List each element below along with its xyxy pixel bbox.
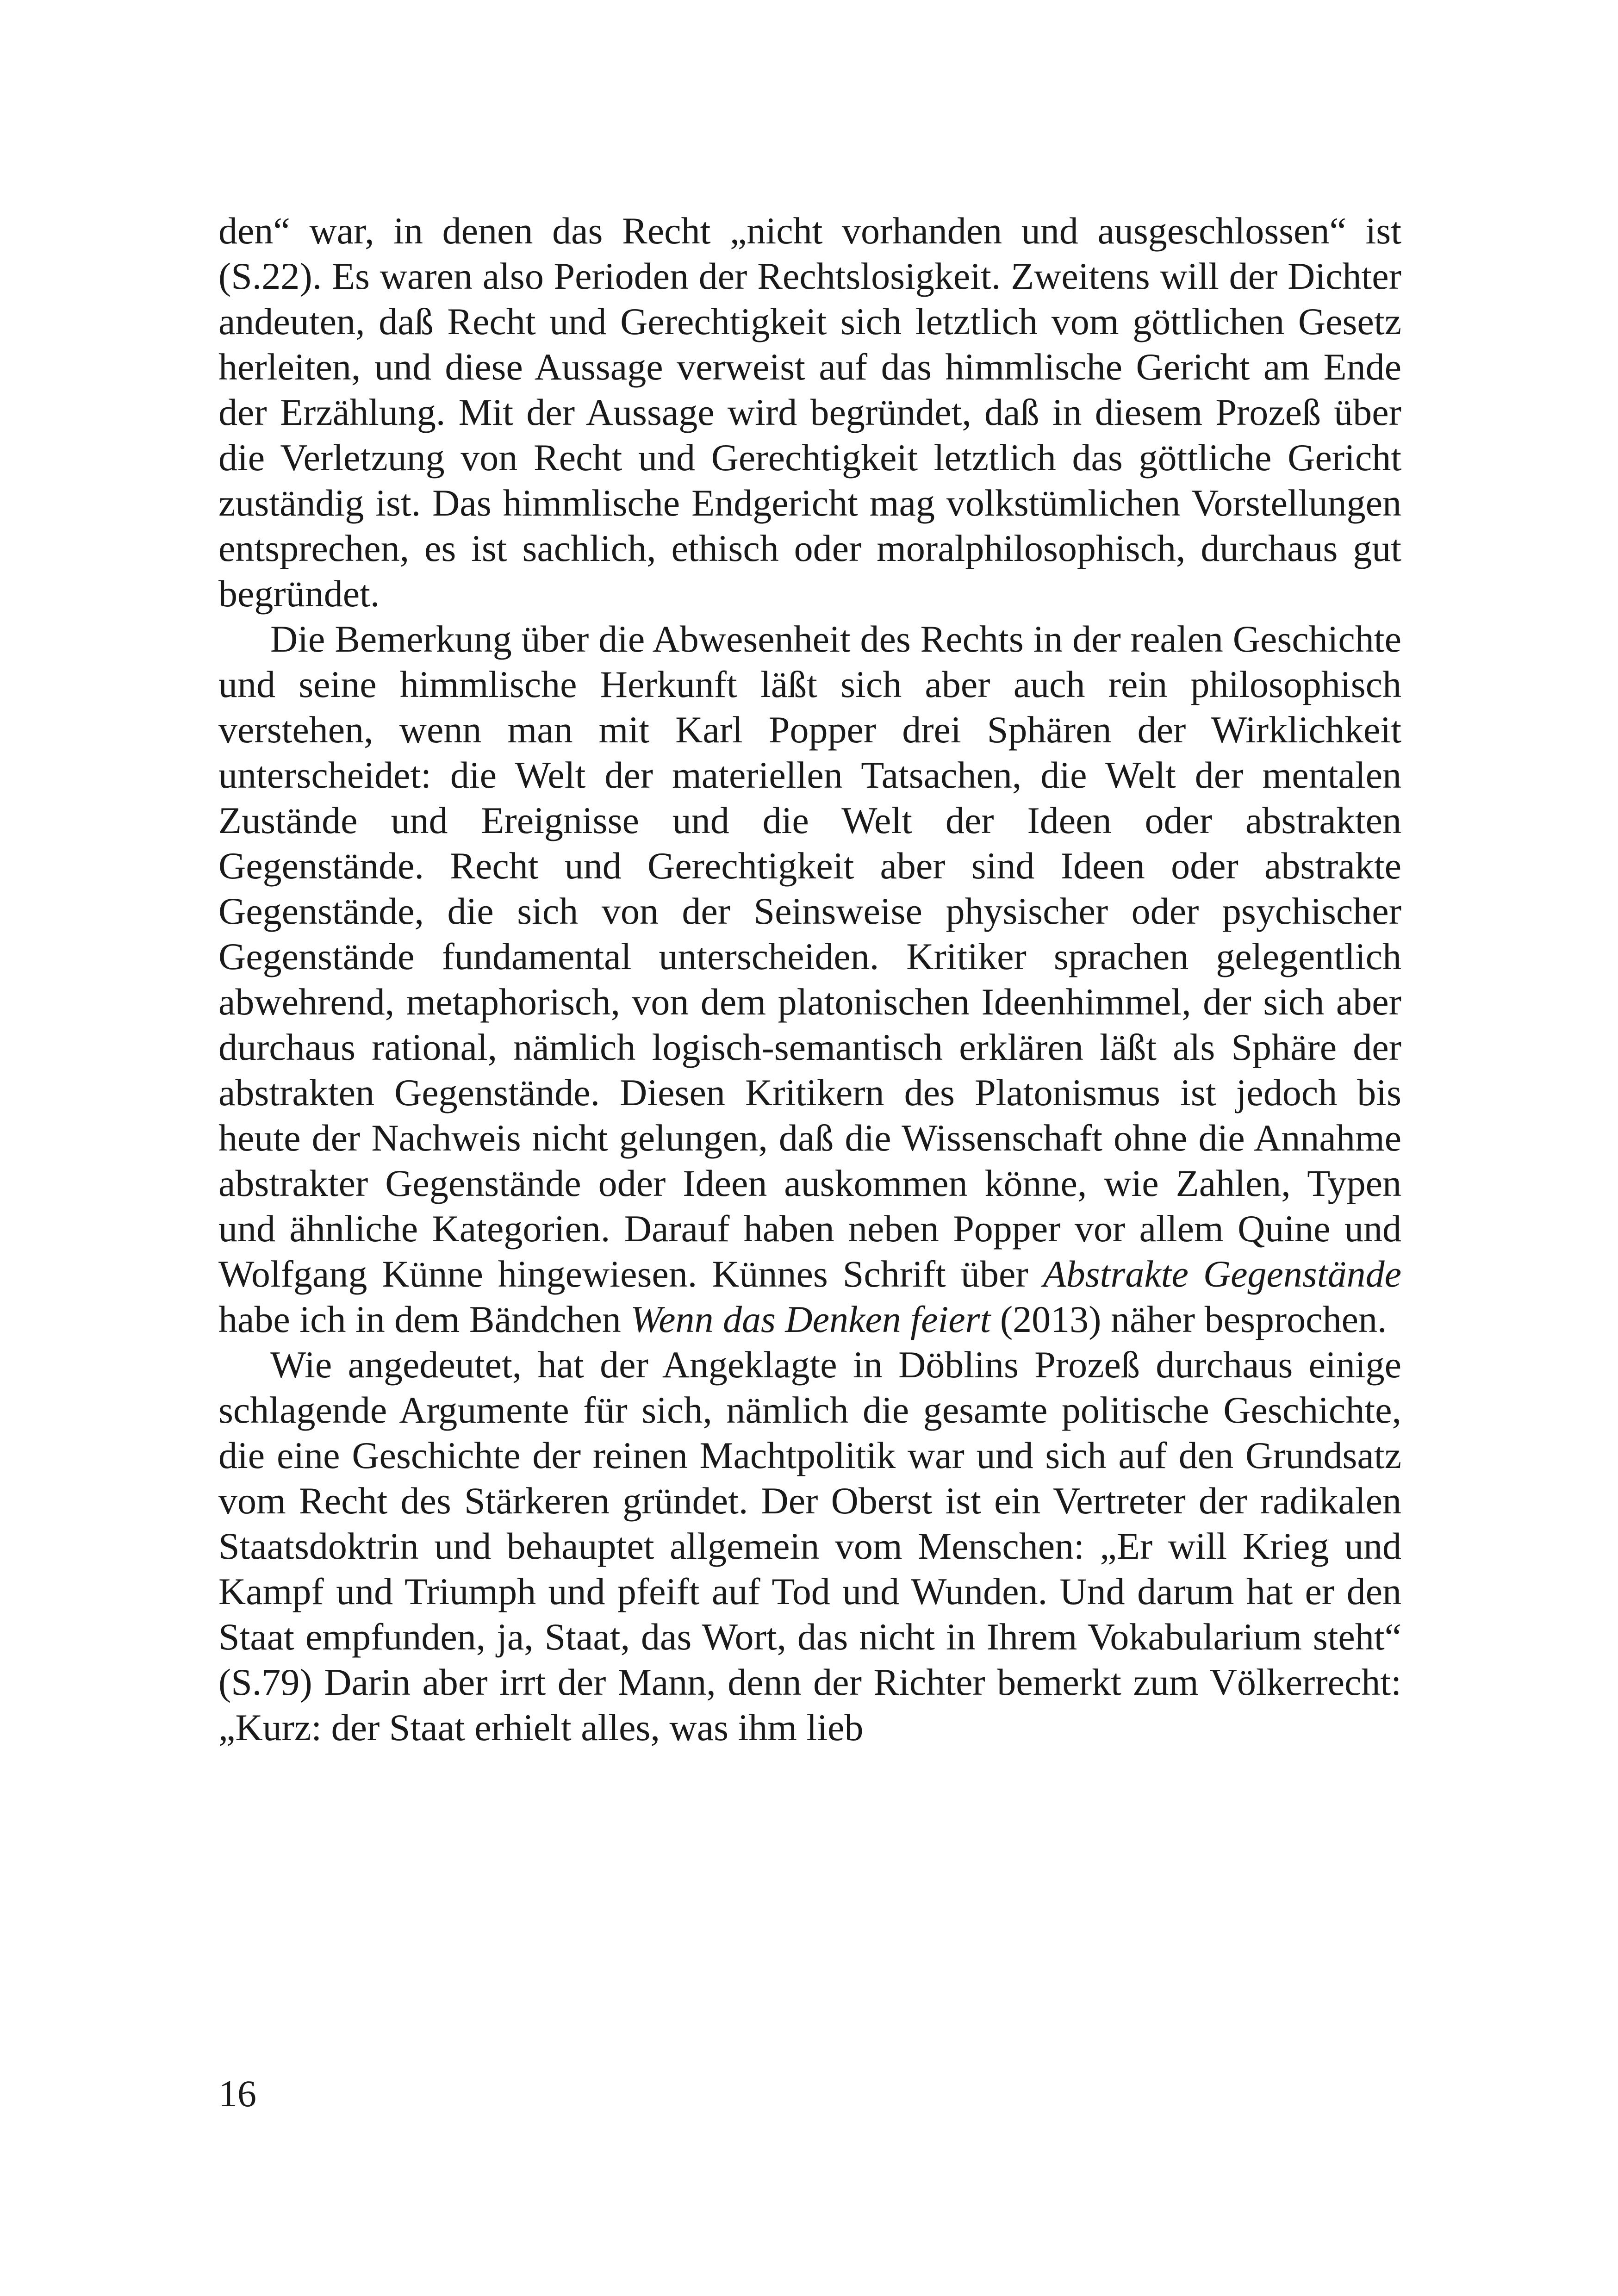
paragraph-text: habe ich in dem Bändchen — [218, 1298, 631, 1340]
paragraph-2 — [218, 616, 1401, 1342]
paragraph-1 — [218, 208, 1401, 616]
book-title-italic: Wenn das Denken feiert — [630, 1298, 991, 1340]
paragraph-text: (2013) näher besprochen. — [990, 1298, 1387, 1340]
book-title-italic: Abstrakte Gegenstände — [1043, 1253, 1401, 1295]
paragraph-text: Wie angedeutet, hat der Angeklagte in Döblins Prozeß durchaus einige schlagende Argumente für sich, nämlich die gesamte politische Geschichte, die eine Geschichte der reinen Machtpolitik war und sich auf den Grundsatz vom Recht des Stärkeren gründet. Der Oberst ist ein Vertreter der radikalen Staatsdoktrin und behauptet allgemein vom Menschen: „Er will Krieg und Kampf und Triumph und pfeift auf Tod und Wunden. Und darum hat er den Staat empfunden, ja, Staat, das Wort, das nicht in Ihrem Vokabularium steht“ (S.79) Darin aber irrt der Mann, denn der Richter bemerkt zum Völkerrecht: „Kurz: der Staat erhielt alles, was ihm lieb — [218, 1344, 1401, 1748]
body-text — [218, 208, 1401, 1750]
paragraph-text: Die Bemerkung über die Abwesenheit des Rechts in der realen Geschichte und seine himmlische Herkunft läßt sich aber auch rein philosophisch verstehen, wenn man mit Karl Popper drei Sphären der Wirklichkeit unterscheidet: die Welt der materiellen Tatsachen, die Welt der mentalen Zustände und Ereignisse und die Welt der Ideen oder abstrakten Gegenstände. Recht und Gerechtigkeit aber sind Ideen oder abstrakte Gegenstände, die sich von der Seinsweise physischer oder psychischer Gegenstände fundamental unterscheiden. Kritiker sprachen gelegentlich abwehrend, metaphorisch, von dem platonischen Ideenhimmel, der sich aber durchaus rational, nämlich logisch-semantisch erklären läßt als Sphäre der abstrakten Gegenstände. Diesen Kritikern des Platonismus ist jedoch bis heute der Nachweis nicht gelungen, daß die Wissenschaft ohne die Annahme abstrakter Gegenstände oder Ideen auskommen könne, wie Zahlen, Typen und ähnliche Kategorien. Darauf haben neben Popper vor allem Quine und Wolfgang Künne hingewiesen. Künnes Schrift über — [218, 618, 1401, 1295]
paragraph-text: den“ war, in denen das Recht „nicht vorhanden und ausgeschlossen“ ist (S.22). Es waren also Perioden der Rechtslosigkeit. Zweitens will der Dichter andeuten, daß Recht und Gerechtigkeit sich letztlich vom göttlichen Gesetz herleiten, und diese Aussage verweist auf das himmlische Gericht am Ende der Erzählung. Mit der Aussage wird begründet, daß in diesem Prozeß über die Verletzung von Recht und Gerechtigkeit letztlich das göttliche Gericht zuständig ist. Das himmlische Endgericht mag volkstümlichen Vorstellungen entsprechen, es ist sachlich, ethisch oder moralphilosophisch, durchaus gut begründet. — [218, 210, 1401, 615]
paragraph-3 — [218, 1342, 1401, 1750]
page-number: 16 — [218, 2072, 256, 2115]
